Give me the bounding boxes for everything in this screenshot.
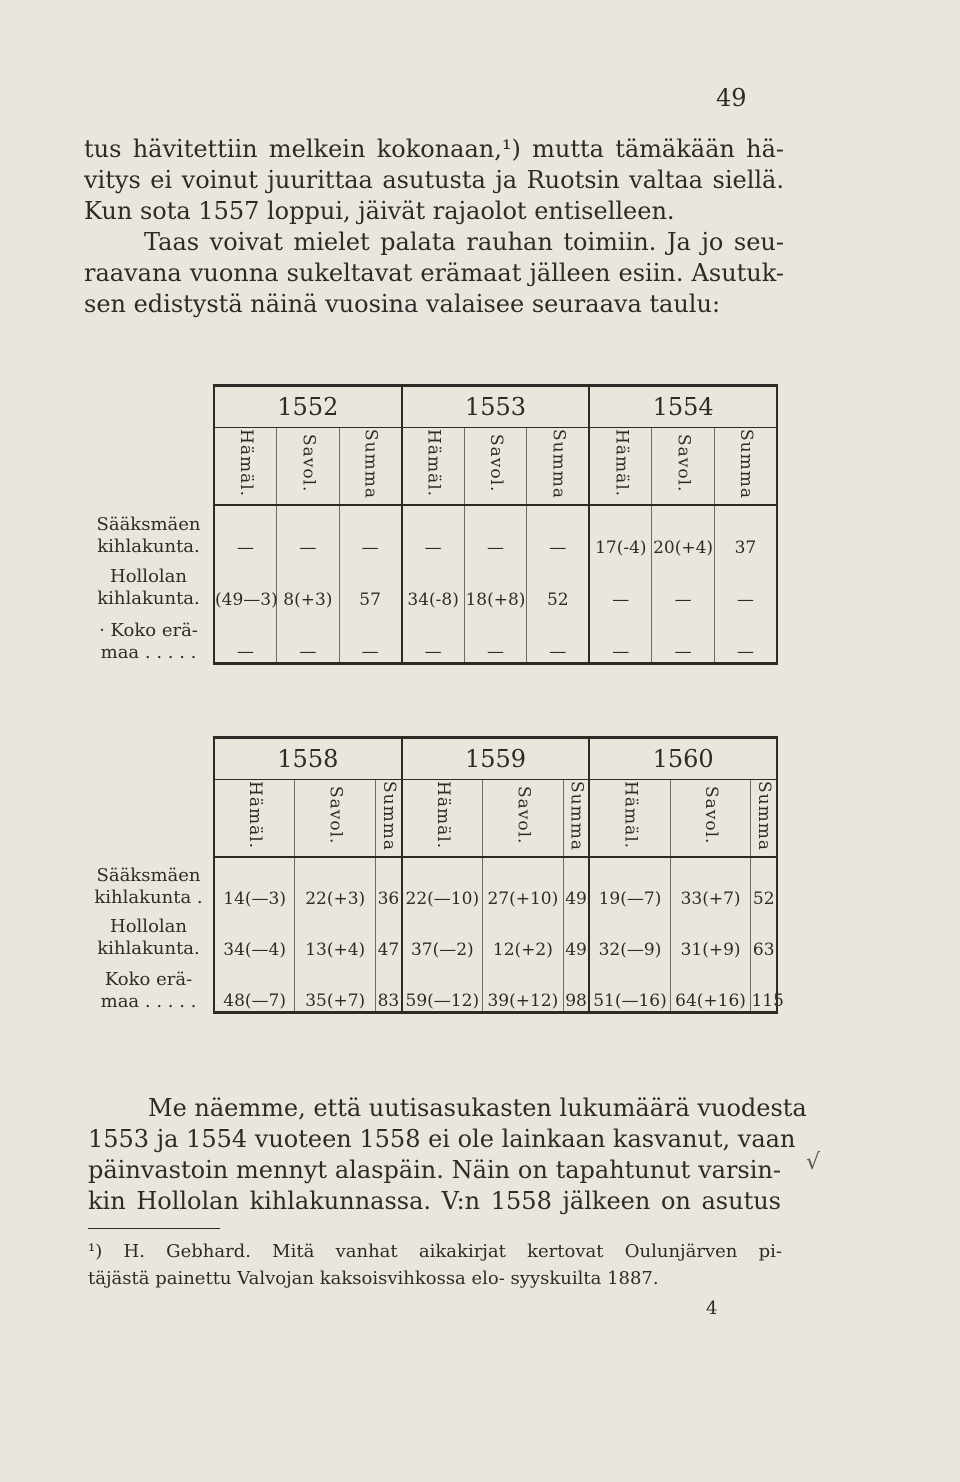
intro-line: vitys ei voinut juurittaa asutusta ja Ruotsin valtaa siellä. (84, 166, 784, 194)
footnote-line: täjästä painettu Valvojan kaksoisvihkossa elo- syyskuilta 1887. (88, 1268, 659, 1289)
table-cell: 37(—2) (402, 909, 483, 960)
table-cell: — (277, 610, 340, 664)
table-cell: — (339, 505, 402, 558)
year-header: 1552 (214, 386, 402, 428)
outro-line: kin Hollolan kihlakunnassa. V:n 1558 jälkeen on asutus (88, 1187, 781, 1215)
footnote-line: ¹) H. Gebhard. Mitä vanhat aikakirjat kertovat Oulunjärven pi- (88, 1241, 782, 1262)
table-cell: 31(+9) (670, 909, 751, 960)
table-cell: — (527, 610, 590, 664)
table-cell: — (277, 505, 340, 558)
table-cell: — (589, 558, 652, 610)
year-header: 1554 (589, 386, 777, 428)
table-cell: — (464, 610, 527, 664)
table-cell: 47 (376, 909, 402, 960)
column-header-savol: Savol. (701, 786, 722, 845)
row-label: Hollolan kihlakunta. (97, 916, 200, 959)
table-cell: — (589, 610, 652, 664)
table-cell: 37 (714, 505, 777, 558)
outro-line: Me näemme, että uutisasukasten lukumäärä vuodesta (148, 1094, 807, 1122)
row-label: · Koko erä- maa . . . . . (99, 619, 198, 663)
table-row (84, 857, 777, 909)
table-cell: 51(—16) (589, 960, 670, 1013)
table-cell: — (714, 610, 777, 664)
table-cell: 22(+3) (295, 857, 376, 909)
intro-line: sen edistystä näinä vuosina valaisee seuraava taulu: (84, 290, 721, 318)
table-cell: 63 (751, 909, 777, 960)
page-number: 49 (716, 84, 747, 112)
column-header-summa: Summa (378, 780, 399, 851)
table-cell: 98 (563, 960, 589, 1013)
table-cell: — (402, 505, 465, 558)
table-cell: 13(+4) (295, 909, 376, 960)
table-cell: 59(—12) (402, 960, 483, 1013)
table-cell: 27(+10) (482, 857, 563, 909)
year-header: 1558 (214, 738, 402, 780)
table-cell: 49 (563, 857, 589, 909)
table-cell: 57 (339, 558, 402, 610)
intro-line: tus hävitettiin melkein kokonaan,¹) mutta tämäkään hä- (84, 135, 784, 163)
table-row (84, 610, 777, 664)
signature-mark: 4 (706, 1298, 718, 1319)
table-cell: 17(-4) (589, 505, 652, 558)
column-header-hamal: Hämäl. (236, 429, 257, 498)
table-cell: — (464, 505, 527, 558)
table-cell: 49 (563, 909, 589, 960)
table-cell: 32(—9) (589, 909, 670, 960)
column-header-savol: Savol. (325, 786, 346, 845)
table-cell: 18(+8) (464, 558, 527, 610)
column-header-summa: Summa (735, 428, 756, 499)
column-header-hamal: Hämäl. (432, 781, 453, 850)
year-header: 1560 (589, 738, 777, 780)
intro-paragraph (84, 134, 784, 320)
row-label: Koko erä- maa . . . . . (100, 968, 197, 1012)
margin-check-mark: √ (806, 1150, 821, 1175)
row-label: Hollolan kihlakunta. (97, 566, 200, 609)
table-cell: 33(+7) (670, 857, 751, 909)
table-cell: 64(+16) (670, 960, 751, 1013)
table-cell: 22(—10) (402, 857, 483, 909)
column-header-summa: Summa (566, 780, 587, 851)
column-header-summa: Summa (360, 428, 381, 499)
table-cell: (49—3) (214, 558, 277, 610)
table-cell: 8(+3) (277, 558, 340, 610)
outro-paragraph (88, 1093, 807, 1217)
column-header-hamal: Hämäl. (423, 429, 444, 498)
table-cell: 35(+7) (295, 960, 376, 1013)
row-label: Sääksmäen kihlakunta. (96, 514, 201, 557)
table-cell: 48(—7) (214, 960, 295, 1013)
table-cell: 36 (376, 857, 402, 909)
table-cell: — (402, 610, 465, 664)
table-cell: 19(—7) (589, 857, 670, 909)
table-cell: 34(-8) (402, 558, 465, 610)
column-header-savol: Savol. (513, 786, 534, 845)
table-row (84, 960, 777, 1013)
table-cell: 12(+2) (482, 909, 563, 960)
year-header: 1559 (402, 738, 590, 780)
table-cell: — (714, 558, 777, 610)
table-cell: — (339, 610, 402, 664)
intro-line: Kun sota 1557 loppui, jäivät rajaolot entiselleen. (84, 197, 675, 225)
table-cell: 52 (751, 857, 777, 909)
footnote (88, 1238, 782, 1292)
column-header-hamal: Hämäl. (620, 781, 641, 850)
column-header-savol: Savol. (673, 434, 694, 493)
column-header-hamal: Hämäl. (611, 429, 632, 498)
table-row (84, 909, 777, 960)
outro-line: 1553 ja 1554 vuoteen 1558 ei ole lainkaan kasvanut, vaan (88, 1125, 796, 1153)
table-cell: 34(—4) (214, 909, 295, 960)
census-table-1552-1554 (84, 384, 778, 665)
table-row (84, 558, 777, 610)
table-cell: 83 (376, 960, 402, 1013)
year-header: 1553 (402, 386, 590, 428)
table-cell: 115 (751, 960, 777, 1013)
table-cell: 39(+12) (482, 960, 563, 1013)
census-table-1558-1560 (84, 736, 784, 1014)
table-cell: — (652, 610, 715, 664)
table-cell: — (214, 610, 277, 664)
table-row (84, 505, 777, 558)
row-label: Sääksmäen kihlakunta . (94, 865, 203, 908)
column-header-summa: Summa (754, 780, 775, 851)
column-header-summa: Summa (548, 428, 569, 499)
table-cell: — (214, 505, 277, 558)
outro-line: päinvastoin mennyt alaspäin. Näin on tapahtunut varsin- (88, 1156, 781, 1184)
table-cell: 14(—3) (214, 857, 295, 909)
footnote-divider (88, 1228, 220, 1229)
column-header-savol: Savol. (298, 434, 319, 493)
intro-line: raavana vuonna sukeltavat erämaat jälleen esiin. Asutuk- (84, 259, 784, 287)
column-header-savol: Savol. (485, 434, 506, 493)
table-cell: — (652, 558, 715, 610)
table-cell: 20(+4) (652, 505, 715, 558)
column-header-hamal: Hämäl. (245, 781, 266, 850)
table-cell: — (527, 505, 590, 558)
table-cell: 52 (527, 558, 590, 610)
intro-line: Taas voivat mielet palata rauhan toimiin. Ja jo seu- (144, 228, 784, 256)
